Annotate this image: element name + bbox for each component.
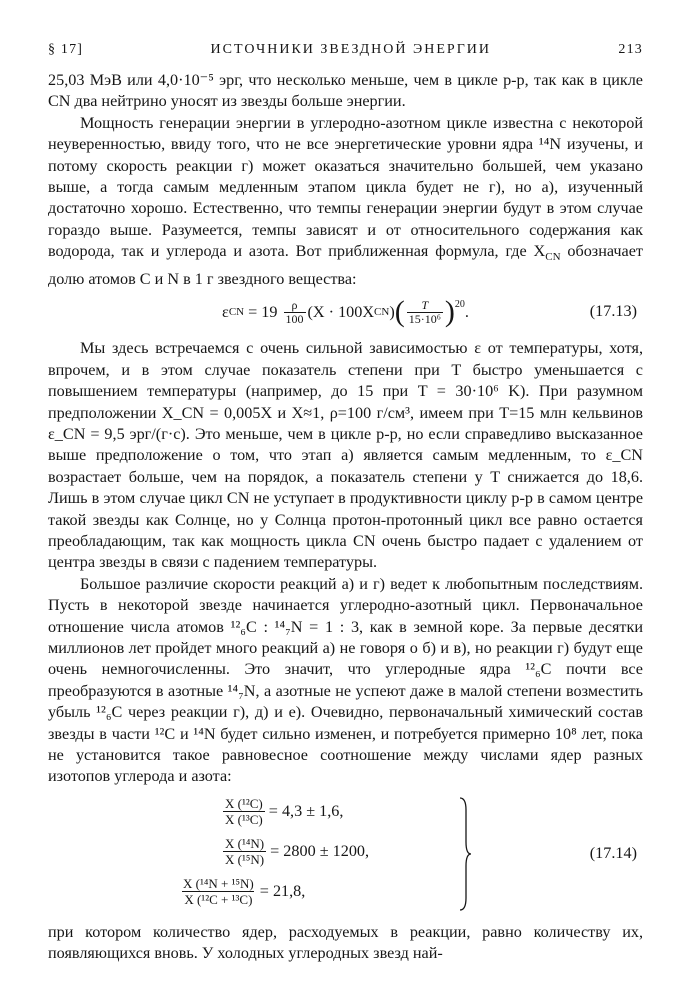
eq1-mid-close: ) (389, 302, 395, 321)
eq1-paren-close: ) (444, 295, 455, 329)
eq1-tail: . (464, 302, 469, 321)
eq2-row (223, 792, 369, 832)
eq1-lhs-sub: CN (228, 306, 245, 319)
eq1-mid: (X · 100X (307, 302, 375, 321)
right-brace (458, 796, 472, 912)
eq2-denominator: X (¹⁵N) (225, 852, 265, 868)
eq1-t-denominator: 15·10⁶ (408, 311, 441, 326)
paragraph-1: 25,03 МэВ или 4,0·10⁻⁵ эрг, что несколько меньше, чем в цикле p-p, так как в цикле CN два нейтрино уносят из звезды больше энергии. (48, 71, 643, 111)
eq1-temperature-fraction (407, 299, 443, 326)
eq2-rows (183, 792, 370, 912)
eq1-frac-denominator: 100 (285, 311, 304, 326)
eq2-value: = 21,8, (259, 882, 306, 901)
running-title: ИСТОЧНИКИ ЗВЕЗДНОЙ ЭНЕРГИИ (210, 42, 492, 57)
eq2-fraction (223, 836, 266, 867)
equation-number-17-13: (17.13) (589, 302, 637, 321)
eq2-row (223, 832, 369, 872)
book-page (48, 42, 643, 965)
eq2-value: = 2800 ± 1200, (270, 842, 370, 861)
equation-number-17-14: (17.14) (589, 843, 637, 862)
eq1-exponent: 20 (454, 299, 465, 311)
eq1-mid-sub: CN (374, 306, 390, 319)
eq2-numerator: X (¹⁴N) (225, 836, 265, 852)
eq1-paren-open: ( (394, 295, 405, 329)
eq1-frac-numerator: ρ (291, 297, 298, 312)
eq2-fraction (181, 876, 256, 907)
eq2-value: = 4,3 ± 1,6, (268, 802, 344, 821)
eq2-fraction (223, 796, 265, 827)
eq1-coef: = 19 (248, 302, 278, 321)
paragraph-2-end: обозначает долю атомов C и N в 1 г звездного вещества: (48, 242, 643, 288)
paragraph-5: при котором количество ядер, расходуемых в реакции, равно количеству их, появляющихся вновь. У холодных углеродных звезд най- (48, 922, 643, 963)
eq1-t-numerator: T (421, 297, 429, 312)
paragraph-2-sub: CN (545, 251, 561, 264)
paragraph-2-text: Мощность генерации энергии в углеродно-азотном цикле известна с некоторой неуверенностью, ввиду того, что не все энергетические уровни ядра ¹⁴N изучены, и потому скорость реакции г) может оказаться значительно большей, чем указано выше, а тогда самым медленным этапом цикла будет не г), но а), изученный достаточно хорошо. Естественно, что темпы генерации энергии будут в этом случае гораздо выше. Разумеется, темпы зависят и от относительного содержания как водорода, так и углерода и азота. Вот приближенная формула, где X (48, 113, 643, 261)
equation-17-13 (48, 292, 643, 332)
equation-17-14 (48, 792, 643, 918)
eq2-row (181, 872, 369, 912)
eq1-rho-fraction (284, 299, 306, 326)
paragraph-2 (48, 113, 643, 290)
eq2-denominator: X (¹³C) (225, 812, 263, 828)
paragraph-3: Мы здесь встречаемся с очень сильной зависимостью ε от температуры, хотя, впрочем, и в этом случае показатель степени при T быстро уменьшается с повышением температуры (например, до 15 при T = 30·10⁶ K). При разумном предположении X_CN = 0,005X и X≈1, ρ=100 г/см³, имеем при T=15 млн кельвинов ε_CN = 9,5 эрг/(г·с). Это меньше, чем в цикле p-p, но если справедливо высказанное выше предположение о том, что этап а) является самым медленным, то ε_CN возрастает больше, чем на порядок, а показатель степени у T снижается до 18,6. Лишь в этом случае цикл CN не уступает в продуктивности циклу p-p в самом центре такой звезды как Солнце, но у Солнца протон-протонный цикл все равно остается преобладающим, так как мощность цикла CN очень быстро падает с удалением от центра звезды в связи с падением температуры. (48, 339, 643, 572)
running-header (48, 42, 643, 70)
page-number: 213 (618, 42, 643, 57)
eq2-numerator: X (¹²C) (225, 796, 263, 812)
eq2-numerator: X (¹⁴N + ¹⁵N) (183, 876, 254, 892)
eq1-lhs: ε (222, 302, 229, 321)
section-ref: § 17] (48, 42, 84, 57)
eq2-denominator: X (¹²C + ¹³C) (184, 892, 253, 908)
paragraph-4: Большое различие скорости реакций а) и г) ведет к любопытным последствиям. Пусть в некоторой звезде начинается углеродно-азотный цикл. Первоначальное отношение числа атомов ¹²₆C : ¹⁴₇N = 1 : 3, как в земной коре. За первые десятки миллионов лет пройдет много реакций а) не говоря о б) и в), но реакции г) будут еще очень немногочисленны. Это значит, что углеродные ядра ¹²₆C почти все преобразуются в азотные ¹⁴₇N, а азотные не успеют даже в малой степени возместить убыль ¹²₆C через реакции г), д) и е). Очевидно, первоначальный химический состав звезды в части ¹²C и ¹⁴N будет сильно изменен, и потребуется примерно 10⁸ лет, пока не установится такое равновесное соотношение между числами ядер разных изотопов углерода и азота: (48, 574, 643, 786)
